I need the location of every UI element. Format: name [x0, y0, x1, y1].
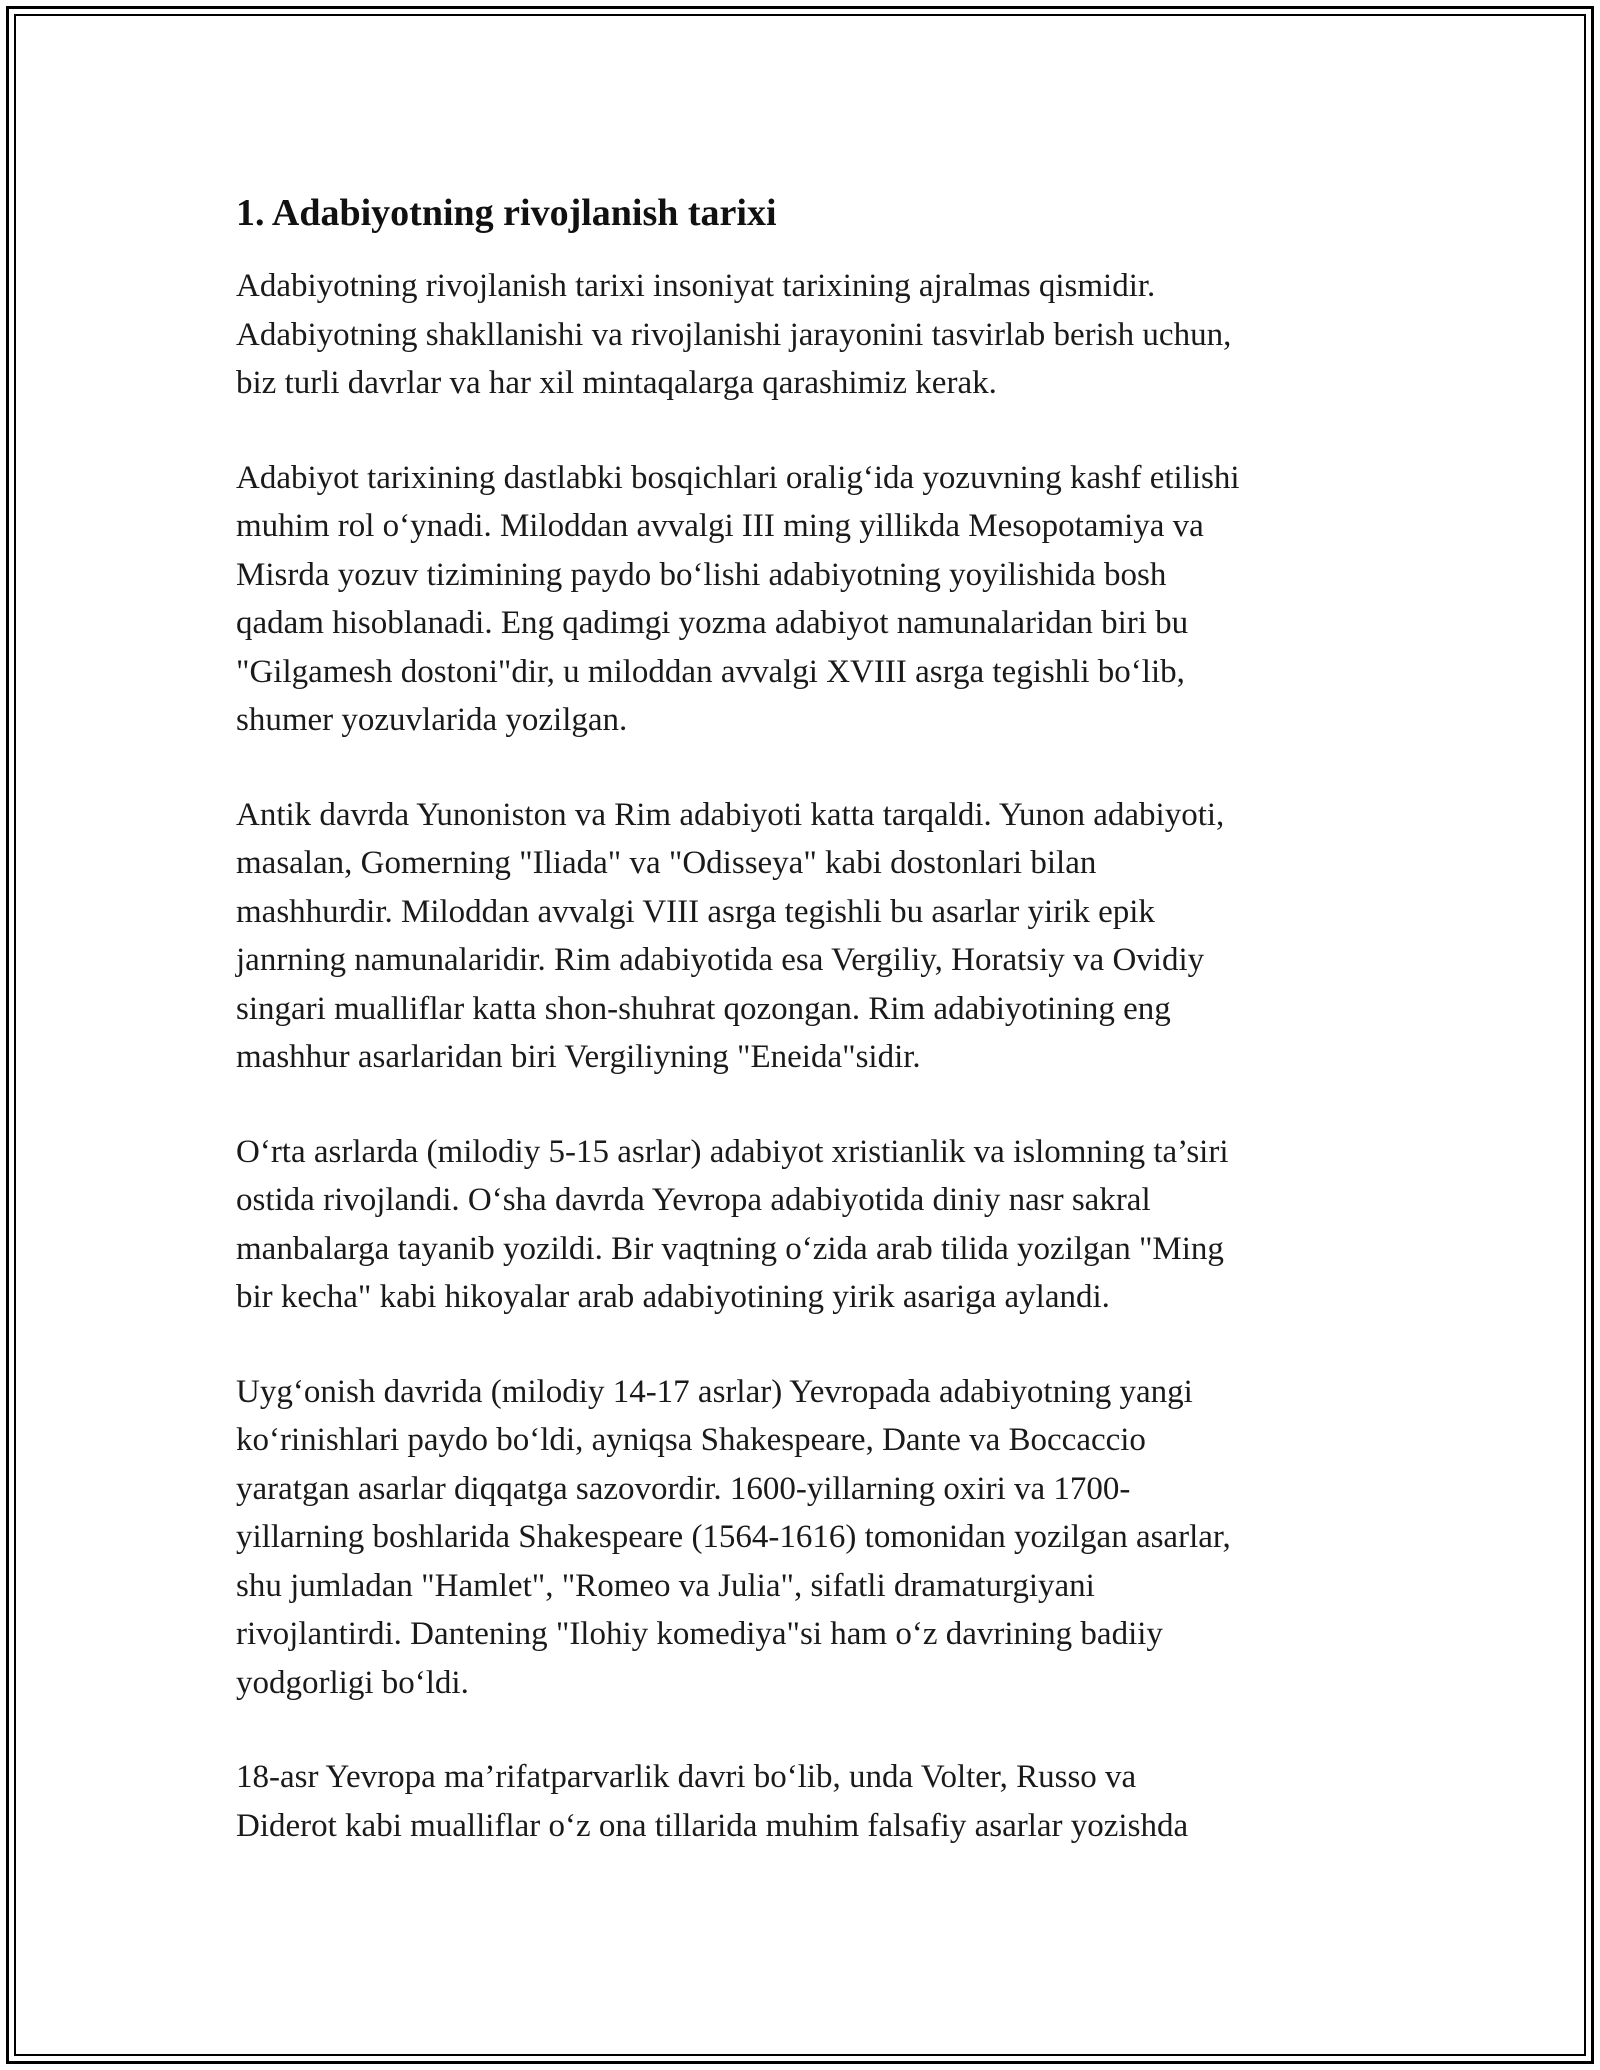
- document-body: [236, 186, 1366, 1896]
- paragraph-renaissance: Uyg‘onish davrida (milodiy 14-17 asrlar) Yevropada adabiyotning yangi ko‘rinishlari paydo bo‘ldi, ayniqsa Shakespeare, Dante va Boccaccio yaratgan asarlar diqqatga sazovordir. 1600-yillarning oxiri va 1700- yillarning boshlarida Shakespeare (1564-1616) tomonidan yozilgan asarlar, shu jumladan "Hamlet", "Romeo va Julia", sifatli dramaturgiyani rivojlantirdi. Dantening "Ilohiy komediya"si ham o‘z davrining badiiy yodgorligi bo‘ldi.: [236, 1373, 1231, 1701]
- paragraph-middle-ages: O‘rta asrlarda (milodiy 5-15 asrlar) adabiyot xristianlik va islomning ta’siri ostida rivojlandi. O‘sha davrda Yevropa adabiyotida diniy nasr sakral manbalarga tayanib yozildi. Bir vaqtning o‘zida arab tilida yozilgan "Ming bir kecha" kabi hikoyalar arab adabiyotining yirik asariga aylandi.: [236, 1133, 1229, 1315]
- paragraph-early-stages: Adabiyot tarixining dastlabki bosqichlari oralig‘ida yozuvning kashf etilishi muhim rol o‘ynadi. Miloddan avvalgi III ming yillikda Mesopotamiya va Misrda yozuv tizimining paydo bo‘lishi adabiyotning yoyilishida bosh qadam hisoblanadi. Eng qadimgi yozma adabiyot namunalaridan biri bu "Gilgamesh dostoni"dir, u miloddan avvalgi XVIII asrga tegishli bo‘lib, shumer yozuvlarida yozilgan.: [236, 459, 1240, 738]
- paragraph-intro: Adabiyotning rivojlanish tarixi insoniyat tarixining ajralmas qismidir. Adabiyotning shakllanishi va rivojlanishi jarayonini tasvirlab berish uchun, biz turli davrlar va har xil mintaqalarga qarashimiz kerak.: [236, 268, 1232, 401]
- paragraph-enlightenment: 18-asr Yevropa ma’rifatparvarlik davri bo‘lib, unda Volter, Russo va Diderot kabi mualliflar o‘z ona tillarida muhim falsafiy asarlar yozishda: [236, 1759, 1189, 1844]
- paragraph-antiquity: Antik davrda Yunoniston va Rim adabiyoti katta tarqaldi. Yunon adabiyoti, masalan, Gomerning "Iliada" va "Odisseya" kabi dostonlari bilan mashhurdir. Miloddan avvalgi VIII asrga tegishli bu asarlar yirik epik janrning namunalaridir. Rim adabiyotida esa Vergiliy, Horatsiy va Ovidiy singari mualliflar katta shon-shuhrat qozongan. Rim adabiyotining eng mashhur asarlaridan biri Vergiliyning "Eneida"sidir.: [236, 796, 1225, 1075]
- section-heading: 1. Adabiyotning rivojlanish tarixi: [236, 192, 777, 234]
